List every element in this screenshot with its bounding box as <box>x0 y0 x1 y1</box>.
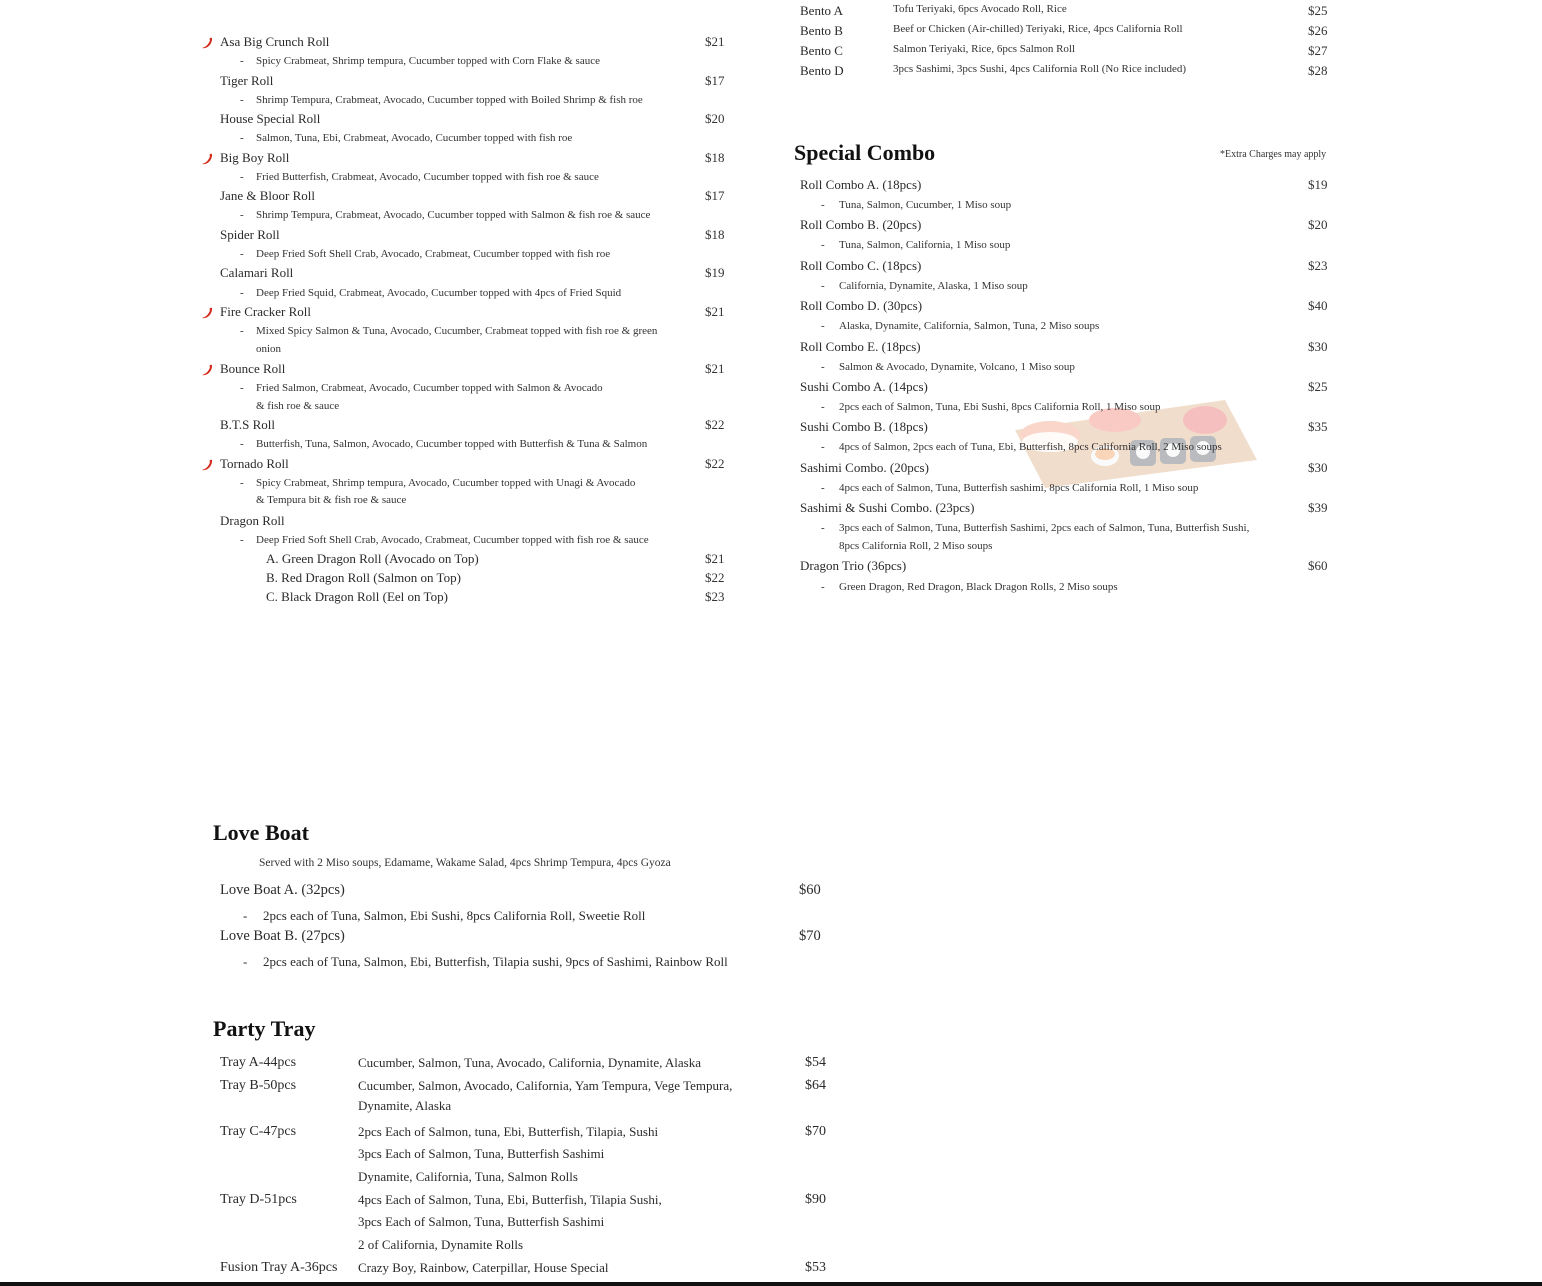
bento-name: Bento A <box>800 3 843 18</box>
combo-price: $23 <box>1308 258 1328 273</box>
menu-item-description: Salmon, Tuna, Ebi, Crabmeat, Avocado, Cucumber topped with fish roe <box>256 132 573 144</box>
extra-charge-note: *Extra Charges may apply <box>1220 149 1327 160</box>
page-bottom-border <box>0 1282 1542 1286</box>
menu-item-description: Shrimp Tempura, Crabmeat, Avocado, Cucumber topped with Salmon & fish roe & sauce <box>256 209 651 221</box>
menu-item-description: onion <box>256 343 282 355</box>
spicy-pepper-icon <box>200 36 214 50</box>
tray-price: $53 <box>805 1260 826 1275</box>
menu-item-price: $20 <box>705 111 725 126</box>
love-boat-price: $70 <box>799 928 821 944</box>
combo-name: Sushi Combo A. (14pcs) <box>800 379 928 394</box>
combo-price: $39 <box>1308 500 1328 515</box>
tray-contents: 2 of California, Dynamite Rolls <box>358 1237 524 1252</box>
section-title: Love Boat <box>213 820 309 845</box>
combo-name: Roll Combo D. (30pcs) <box>800 298 923 313</box>
tray-contents: Cucumber, Salmon, Avocado, California, Yam Tempura, Vege Tempura, <box>358 1078 733 1093</box>
menu-item-name: B.T.S Roll <box>220 417 276 432</box>
combo-description: Tuna, Salmon, Cucumber, 1 Miso soup <box>839 199 1012 211</box>
bento-price: $26 <box>1308 23 1328 38</box>
combo-price: $25 <box>1308 379 1328 394</box>
menu-item-name: Jane & Bloor Roll <box>220 188 315 203</box>
menu-item-price: $21 <box>705 361 725 376</box>
love-boat-description: 2pcs each of Tuna, Salmon, Ebi, Butterfish, Tilapia sushi, 9pcs of Sashimi, Rainbow Roll <box>263 954 728 969</box>
menu-item-description: Spicy Crabmeat, Shrimp tempura, Avocado, Cucumber topped with Unagi & Avocado <box>256 477 636 489</box>
tray-contents: 2pcs Each of Salmon, tuna, Ebi, Butterfish, Tilapia, Sushi <box>358 1124 659 1139</box>
combo-price: $20 <box>1308 217 1328 232</box>
tray-price: $90 <box>805 1192 826 1207</box>
menu-item-price: $21 <box>705 551 725 566</box>
menu-item-name: Tornado Roll <box>220 456 289 471</box>
menu-item-price: $21 <box>705 304 725 319</box>
combo-description: 3pcs each of Salmon, Tuna, Butterfish Sashimi, 2pcs each of Salmon, Tuna, Butterfish Sushi, <box>839 522 1250 534</box>
combo-name: Sushi Combo B. (18pcs) <box>800 419 928 434</box>
menu-item-description: Mixed Spicy Salmon & Tuna, Avocado, Cucumber, Crabmeat topped with fish roe & green <box>256 325 658 337</box>
love-boat-name: Love Boat B. (27pcs) <box>220 928 345 944</box>
combo-description: Tuna, Salmon, California, 1 Miso soup <box>839 239 1011 251</box>
menu-item-description: Deep Fried Soft Shell Crab, Avocado, Crabmeat, Cucumber topped with fish roe <box>256 248 611 260</box>
tray-contents: 3pcs Each of Salmon, Tuna, Butterfish Sashimi <box>358 1146 605 1161</box>
bento-price: $28 <box>1308 63 1328 78</box>
combo-name: Dragon Trio (36pcs) <box>800 558 907 573</box>
spicy-pepper-icon <box>200 306 214 320</box>
combo-name: Roll Combo B. (20pcs) <box>800 217 922 232</box>
tray-price: $54 <box>805 1055 826 1070</box>
menu-item-name: Dragon Roll <box>220 513 285 528</box>
combo-description: 2pcs each of Salmon, Tuna, Ebi Sushi, 8pcs California Roll, 1 Miso soup <box>839 401 1161 413</box>
combo-name: Roll Combo C. (18pcs) <box>800 258 922 273</box>
tray-contents: Cucumber, Salmon, Tuna, Avocado, California, Dynamite, Alaska <box>358 1055 701 1070</box>
spicy-pepper-icon <box>200 363 214 377</box>
menu-item-price: $17 <box>705 73 725 88</box>
menu-item-description: Shrimp Tempura, Crabmeat, Avocado, Cucumber topped with Boiled Shrimp & fish roe <box>256 94 643 106</box>
spicy-pepper-icon <box>200 152 214 166</box>
tray-contents: 3pcs Each of Salmon, Tuna, Butterfish Sashimi <box>358 1214 605 1229</box>
combo-description: 4pcs each of Salmon, Tuna, Butterfish sashimi, 8pcs California Roll, 1 Miso soup <box>839 482 1199 494</box>
menu-item-name: House Special Roll <box>220 111 321 126</box>
menu-item-price: $19 <box>705 265 725 280</box>
section-title: Special Combo <box>794 140 936 165</box>
menu-item-name: Calamari Roll <box>220 265 294 280</box>
dragon-option: C. Black Dragon Roll (Eel on Top) <box>266 589 448 604</box>
bento-price: $25 <box>1308 3 1328 18</box>
combo-description: Alaska, Dynamite, California, Salmon, Tuna, 2 Miso soups <box>839 320 1100 332</box>
love-boat-name: Love Boat A. (32pcs) <box>220 882 345 898</box>
tray-price: $70 <box>805 1124 826 1139</box>
combo-description: 8pcs California Roll, 2 Miso soups <box>839 540 993 552</box>
tray-name: Tray B-50pcs <box>220 1078 297 1093</box>
combo-description: California, Dynamite, Alaska, 1 Miso soup <box>839 280 1028 292</box>
combo-price: $60 <box>1308 558 1328 573</box>
menu-item-price: $22 <box>705 456 725 471</box>
combo-description: 4pcs of Salmon, 2pcs each of Tuna, Ebi, Butterfish, 8pcs California Roll, 2 Miso soups <box>839 441 1222 453</box>
menu-item-description: Deep Fried Squid, Crabmeat, Avocado, Cucumber topped with 4pcs of Fried Squid <box>256 287 622 299</box>
tray-price: $64 <box>805 1078 826 1093</box>
bento-name: Bento D <box>800 63 844 78</box>
dragon-option: A. Green Dragon Roll (Avocado on Top) <box>266 551 479 566</box>
menu-item-price: $18 <box>705 227 725 242</box>
tray-name: Tray D-51pcs <box>220 1192 297 1207</box>
combo-price: $40 <box>1308 298 1328 313</box>
menu-item-name: Tiger Roll <box>220 73 274 88</box>
tray-name: Fusion Tray A-36pcs <box>220 1260 338 1275</box>
menu-item-description: Butterfish, Tuna, Salmon, Avocado, Cucumber topped with Butterfish & Tuna & Salmon <box>256 438 648 450</box>
combo-name: Sashimi & Sushi Combo. (23pcs) <box>800 500 975 515</box>
combo-description: Green Dragon, Red Dragon, Black Dragon Rolls, 2 Miso soups <box>839 581 1118 593</box>
combo-name: Sashimi Combo. (20pcs) <box>800 460 929 475</box>
bento-description: Salmon Teriyaki, Rice, 6pcs Salmon Roll <box>893 43 1076 55</box>
menu-item-price: $22 <box>705 417 725 432</box>
bento-description: 3pcs Sashimi, 3pcs Sushi, 4pcs California Roll (No Rice included) <box>893 63 1186 75</box>
tray-contents: 4pcs Each of Salmon, Tuna, Ebi, Butterfish, Tilapia Sushi, <box>358 1192 662 1207</box>
bento-name: Bento B <box>800 23 843 38</box>
combo-name: Roll Combo A. (18pcs) <box>800 177 922 192</box>
combo-price: $19 <box>1308 177 1328 192</box>
menu-item-description: Deep Fried Soft Shell Crab, Avocado, Crabmeat, Cucumber topped with fish roe & sauce <box>256 534 649 546</box>
menu-item-description: Fried Butterfish, Crabmeat, Avocado, Cucumber topped with fish roe & sauce <box>256 171 599 183</box>
menu-item-price: $22 <box>705 570 725 585</box>
menu-item-name: Fire Cracker Roll <box>220 304 311 319</box>
bento-price: $27 <box>1308 43 1328 58</box>
menu-item-price: $23 <box>705 589 725 604</box>
menu-item-description: Fried Salmon, Crabmeat, Avocado, Cucumber topped with Salmon & Avocado <box>256 382 603 394</box>
menu-item-description: & Tempura bit & fish roe & sauce <box>256 494 407 506</box>
menu-item-name: Spider Roll <box>220 227 280 242</box>
combo-description: Salmon & Avocado, Dynamite, Volcano, 1 Miso soup <box>839 361 1075 373</box>
menu-item-description: & fish roe & sauce <box>256 400 340 412</box>
tray-name: Tray C-47pcs <box>220 1124 297 1139</box>
spicy-pepper-icon <box>200 458 214 472</box>
menu-item-description: Spicy Crabmeat, Shrimp tempura, Cucumber topped with Corn Flake & sauce <box>256 55 600 67</box>
combo-price: $30 <box>1308 339 1328 354</box>
tray-contents: Dynamite, Alaska <box>358 1098 452 1113</box>
bento-description: Beef or Chicken (Air-chilled) Teriyaki, Rice, 4pcs California Roll <box>893 23 1183 35</box>
menu-item-name: Big Boy Roll <box>220 150 290 165</box>
dragon-option: B. Red Dragon Roll (Salmon on Top) <box>266 570 461 585</box>
tray-contents: Crazy Boy, Rainbow, Caterpillar, House Special <box>358 1260 609 1275</box>
tray-contents: Dynamite, California, Tuna, Salmon Rolls <box>358 1169 578 1184</box>
menu-item-price: $21 <box>705 34 725 49</box>
section-title: Party Tray <box>213 1016 316 1041</box>
combo-name: Roll Combo E. (18pcs) <box>800 339 921 354</box>
menu-item-price: $17 <box>705 188 725 203</box>
menu-item-name: Bounce Roll <box>220 361 286 376</box>
bento-name: Bento C <box>800 43 843 58</box>
bento-description: Tofu Teriyaki, 6pcs Avocado Roll, Rice <box>893 3 1067 15</box>
section-subtitle: Served with 2 Miso soups, Edamame, Wakame Salad, 4pcs Shrimp Tempura, 4pcs Gyoza <box>259 857 671 869</box>
menu-item-price: $18 <box>705 150 725 165</box>
combo-price: $35 <box>1308 419 1328 434</box>
love-boat-price: $60 <box>799 882 821 898</box>
love-boat-description: 2pcs each of Tuna, Salmon, Ebi Sushi, 8pcs California Roll, Sweetie Roll <box>263 908 646 923</box>
combo-price: $30 <box>1308 460 1328 475</box>
menu-item-name: Asa Big Crunch Roll <box>220 34 330 49</box>
tray-name: Tray A-44pcs <box>220 1055 297 1070</box>
